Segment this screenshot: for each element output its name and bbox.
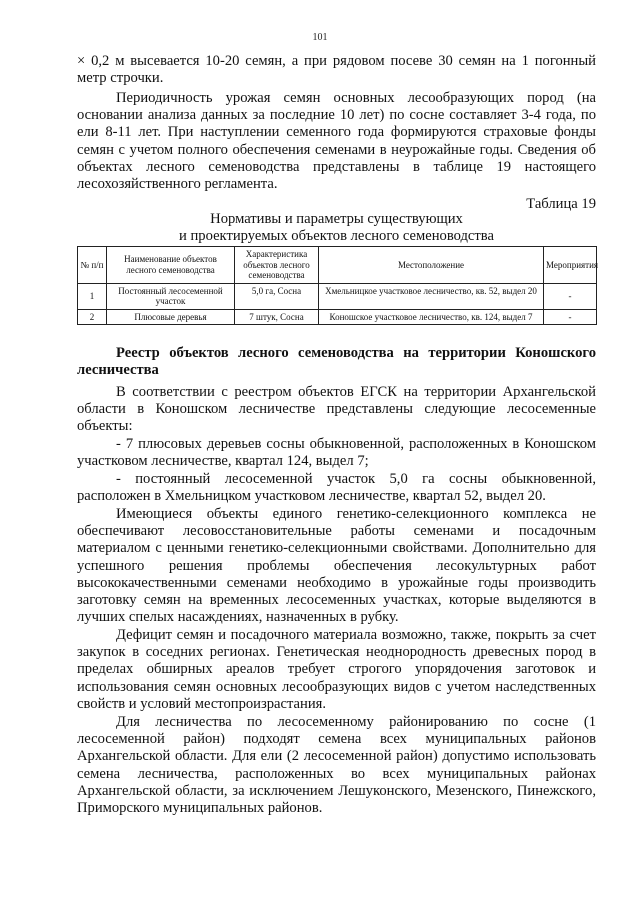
paragraph-zoning: Для лесничества по лесосеменному районированию по сосне (1 лесосеменной район) подходят семена всех муниципальных районов Архангельской области. Для ели (2 лесосеменной район) допустимо использовать семена лесничества, расположенных во всех муниципальных районах Архангельской области, за исключением Лешуконского, Мезенского, Пинежского, Приморского муниципальных районов. [77,714,596,817]
table-title-line-1: Нормативы и параметры существующих [210,211,463,227]
header-object-name: Наименование объектов лесного семеноводства [107,247,235,284]
paragraph-existing-objects: Имеющиеся объекты единого генетико-селекционного комплекса не обеспечивают лесовосстановительные работы семенами и посадочным материалом с ценными генетико-селекционными свойствами. Дополнительно для успешного решения проблемы обеспечения лесокультурных работ высококачественными семенами необходимо в урожайные годы производить заготовку семян на временных лесосеменных участках, которые выделяются в лучших спелых насаждениях, назначенных в рубку. [77,506,596,626]
seed-objects-table [77,246,597,325]
row-2-location: Коношское участковое лесничество, кв. 124, выдел 7 [319,309,544,325]
table-header-row [78,247,597,284]
header-number: № п/п [78,247,107,284]
table-row [78,309,597,325]
row-2-number: 2 [78,309,107,325]
table-title [77,211,596,245]
row-2-characteristics: 7 штук, Сосна [235,309,319,325]
header-characteristics: Характеристика объектов лесного семеноводства [235,247,319,284]
page-number: 101 [312,32,328,43]
table-row [78,283,597,309]
row-1-location: Хмельницкое участковое лесничество, кв. 52, выдел 20 [319,283,544,309]
paragraph-periodicity: Периодичность урожая семян основных лесообразующих пород (на основании анализа данных за последние 10 лет) по сосне составляет 3-4 года, по ели 8-11 лет. При наступлении семенного года формируются страховые фонды семян с учетом полного обеспечения семенами в неурожайные годы. Сведения об объектах лесного семеноводства представлены в таблице 19 настоящего лесохозяйственного регламента. [77,90,596,193]
row-2-object-name: Плюсовые деревья [107,309,235,325]
paragraph-deficit: Дефицит семян и посадочного материала возможно, также, покрыть за счет закупок в соседних регионах. Генетическая неоднородность древесных пород в пределах обширных ареалов требует строгого упорядочения заготовок и использования семян основных лесообразующих видов с учетом наследственных свойств и условий местопроизрастания. [77,627,596,712]
paragraph-registry: В соответствии с реестром объектов ЕГСК на территории Архангельской области в Коношском лесничестве представлены следующие лесосеменные объекты: [77,384,596,435]
header-location: Местоположение [319,247,544,284]
header-measures: Мероприятия [544,247,597,284]
paragraph-continuation: × 0,2 м высевается 10-20 семян, а при рядовом посеве 30 семян на 1 погонный метр строчки. [77,53,596,87]
list-item-seed-plot: - постоянный лесосеменной участок 5,0 га сосны обыкновенной, расположен в Хмельницком участковом лесничестве, квартал 52, выдел 20. [77,471,596,505]
list-item-plus-trees: - 7 плюсовых деревьев сосны обыкновенной, расположенных в Коношском участковом лесничестве, квартал 124, выдел 7; [77,436,596,470]
section-heading: Реестр объектов лесного семеноводства на территории Коношского лесничества [77,345,596,378]
row-1-number: 1 [78,283,107,309]
row-1-object-name: Постоянный лесосеменной участок [107,283,235,309]
row-1-measures: - [544,283,597,309]
row-1-characteristics: 5,0 га, Сосна [235,283,319,309]
table-title-line-2: и проектируемых объектов лесного семеноводства [179,228,494,244]
table-caption: Таблица 19 [526,196,596,212]
row-2-measures: - [544,309,597,325]
